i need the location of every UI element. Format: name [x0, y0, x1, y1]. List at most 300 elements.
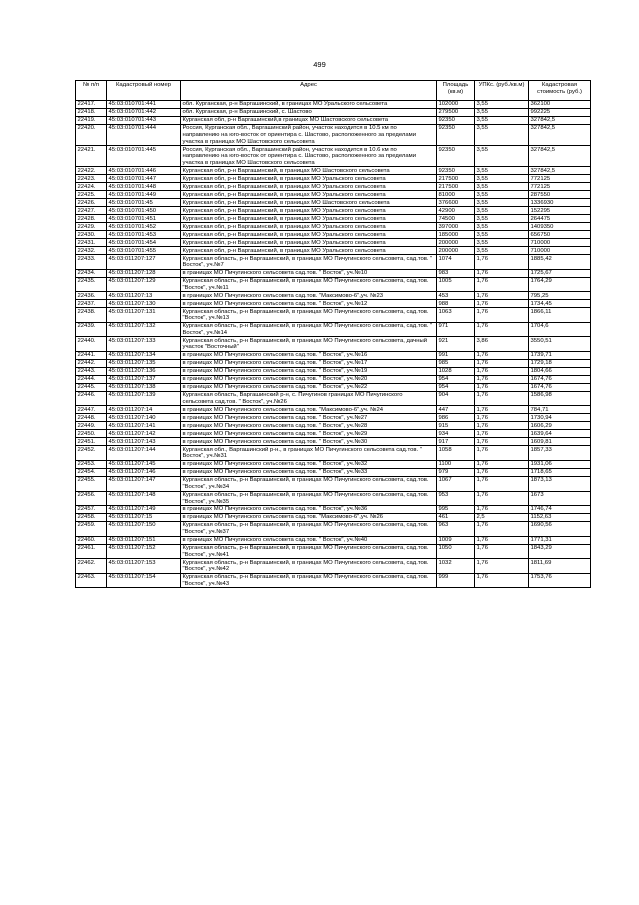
table-row — [76, 183, 591, 191]
cadastral-value-table — [75, 80, 591, 588]
upks: 1,76 — [475, 573, 529, 588]
address: Курганская область, р-н Варгашинский, в границах МО Пичугинского сельсовета, сад.тов. "Восток", уч.№34 — [181, 476, 437, 491]
row-number: 22439. — [76, 322, 107, 337]
cadastral-value: 3550,51 — [529, 337, 591, 352]
cadastral-number: 45:03:011207:151 — [107, 536, 181, 544]
area: 904 — [437, 391, 475, 406]
table-row — [76, 359, 591, 367]
upks: 3,55 — [475, 191, 529, 199]
row-number: 22452. — [76, 446, 107, 461]
cadastral-value: 1609,81 — [529, 438, 591, 446]
address: Курганская область, р-н Варгашинский, в границах МО Пичугинского сельсовета, сад.тов. "Восток", уч.№41 — [181, 544, 437, 559]
row-number: 22419. — [76, 116, 107, 124]
upks: 1,76 — [475, 460, 529, 468]
table-row — [76, 167, 591, 175]
cadastral-value: 1931,06 — [529, 460, 591, 468]
address: в границах МО Пичугинского сельсовета сад.тов. "Максимово-6",уч. №24 — [181, 406, 437, 414]
cadastral-number: 45:03:010701:445 — [107, 146, 181, 167]
table-row — [76, 522, 591, 537]
address: в границах МО Пичугинского сельсовета сад.тов. " Восток", уч.№28 — [181, 422, 437, 430]
cadastral-number: 45:03:011207:135 — [107, 359, 181, 367]
row-number: 22441. — [76, 351, 107, 359]
table-row — [76, 231, 591, 239]
area: 979 — [437, 468, 475, 476]
address: Курганская область, р-н Варгашинский, в границах МО Пичугинского сельсовета, сад.тов. "Восток", уч.№13 — [181, 308, 437, 323]
cadastral-value: 1409350 — [529, 223, 591, 231]
cadastral-value: 1866,11 — [529, 308, 591, 323]
upks: 1,76 — [475, 269, 529, 277]
row-number: 22445. — [76, 383, 107, 391]
upks: 3,55 — [475, 116, 529, 124]
cadastral-number: 45:03:010701:447 — [107, 175, 181, 183]
table-row — [76, 536, 591, 544]
upks: 1,76 — [475, 446, 529, 461]
row-number: 22425. — [76, 191, 107, 199]
upks: 3,55 — [475, 239, 529, 247]
area: 92350 — [437, 116, 475, 124]
cadastral-number: 45:03:010701:45 — [107, 199, 181, 207]
address: Курганская обл, р-н Варгашинский, в границах МО Уральского сельсовета — [181, 247, 437, 255]
row-number: 22437. — [76, 300, 107, 308]
row-number: 22457. — [76, 506, 107, 514]
table-row — [76, 406, 591, 414]
header-num: № п/п — [76, 81, 107, 101]
address: в границах МО Пичугинского сельсовета сад.тов. " Восток", уч.№33 — [181, 468, 437, 476]
upks: 1,76 — [475, 476, 529, 491]
cadastral-number: 45:03:010701:441 — [107, 101, 181, 109]
row-number: 22432. — [76, 247, 107, 255]
area: 953 — [437, 491, 475, 506]
area: 42900 — [437, 207, 475, 215]
address: в границах МО Пичугинского сельсовета сад.тов. "Максимово-6",уч. №23 — [181, 292, 437, 300]
area: 279500 — [437, 108, 475, 116]
page-number: 499 — [313, 60, 326, 69]
area: 397000 — [437, 223, 475, 231]
cadastral-value: 1804,66 — [529, 367, 591, 375]
address: Курганская обл, р-н Варгашинский, в границах МО Шастовского сельсовета — [181, 167, 437, 175]
cadastral-value: 1336930 — [529, 199, 591, 207]
cadastral-number: 45:03:011207:128 — [107, 269, 181, 277]
address: в границах МО Пичугинского сельсовета сад.тов. " Восток", уч.№27 — [181, 414, 437, 422]
address: Курганская область, р-н Варгашинский, в границах МО Пичугинского сельсовета, сад.тов. "Восток", уч.№11 — [181, 277, 437, 292]
upks: 2,5 — [475, 514, 529, 522]
row-number: 22440. — [76, 337, 107, 352]
area: 988 — [437, 300, 475, 308]
cadastral-number: 45:03:011207:15 — [107, 514, 181, 522]
cadastral-number: 45:03:011207:13 — [107, 292, 181, 300]
area: 971 — [437, 322, 475, 337]
header-upks: УПКс. (руб./кв.м) — [475, 81, 529, 101]
upks: 3,55 — [475, 175, 529, 183]
table-row — [76, 199, 591, 207]
address: Курганская область, р-н Варгашинский, в границах МО Пичугинского сельсовета, сад.тов. " Восток", уч.№7 — [181, 255, 437, 270]
upks: 1,76 — [475, 491, 529, 506]
cadastral-number: 45:03:011207:133 — [107, 337, 181, 352]
row-number: 22461. — [76, 544, 107, 559]
table-row — [76, 191, 591, 199]
table-row — [76, 414, 591, 422]
table-row — [76, 300, 591, 308]
upks: 3,55 — [475, 101, 529, 109]
upks: 3,55 — [475, 124, 529, 145]
cadastral-value: 327842,5 — [529, 167, 591, 175]
cadastral-number: 45:03:011207:131 — [107, 308, 181, 323]
address: обл. Курганская, р-н Варгашинский, в границах МО Уральского сельсовета — [181, 101, 437, 109]
address: Курганская обл, р-н Варгашинский, в границах МО Уральского сельсовета — [181, 223, 437, 231]
address: в границах МО Пичугинского сельсовета сад.тов. " Восток", уч.№10 — [181, 269, 437, 277]
row-number: 22455. — [76, 476, 107, 491]
table-row — [76, 367, 591, 375]
row-number: 22424. — [76, 183, 107, 191]
table-row — [76, 215, 591, 223]
table-row — [76, 351, 591, 359]
cadastral-number: 45:03:011207:138 — [107, 383, 181, 391]
cadastral-number: 45:03:011207:137 — [107, 375, 181, 383]
address: в границах МО Пичугинского сельсовета сад.тов. " Восток", уч.№16 — [181, 351, 437, 359]
table-row — [76, 124, 591, 145]
cadastral-value: 1718,65 — [529, 468, 591, 476]
area: 217500 — [437, 175, 475, 183]
area: 185000 — [437, 231, 475, 239]
cadastral-value: 1690,56 — [529, 522, 591, 537]
row-number: 22454. — [76, 468, 107, 476]
row-number: 22436. — [76, 292, 107, 300]
table-row — [76, 446, 591, 461]
cadastral-number: 45:03:011207:134 — [107, 351, 181, 359]
cadastral-value: 1639,64 — [529, 430, 591, 438]
row-number: 22423. — [76, 175, 107, 183]
row-number: 22430. — [76, 231, 107, 239]
table-row — [76, 101, 591, 109]
upks: 1,76 — [475, 468, 529, 476]
area: 991 — [437, 351, 475, 359]
cadastral-number: 45:03:011207:143 — [107, 438, 181, 446]
table-row — [76, 375, 591, 383]
area: 200000 — [437, 247, 475, 255]
table-row — [76, 506, 591, 514]
area: 1050 — [437, 544, 475, 559]
table-body — [76, 101, 591, 588]
table-row — [76, 108, 591, 116]
cadastral-value: 1704,6 — [529, 322, 591, 337]
upks: 1,76 — [475, 406, 529, 414]
cadastral-value: 772125 — [529, 183, 591, 191]
upks: 1,76 — [475, 367, 529, 375]
area: 1100 — [437, 460, 475, 468]
row-number: 22431. — [76, 239, 107, 247]
address: Россия, Курганская обл., Варгашинский район, участок находится в 10.6 км по направлению на юго-восток от ориентира с. Шастово, расположенного за пределами участка в границах МО Шастовского сельсовета — [181, 146, 437, 167]
area: 995 — [437, 506, 475, 514]
address: в границах МО Пичугинского сельсовета сад.тов. " Восток", уч.№32 — [181, 460, 437, 468]
upks: 3,55 — [475, 231, 529, 239]
address: Курганская область, р-н Варгашинский, в границах МО Пичугинского сельсовета, сад.тов. "Восток", уч.№37 — [181, 522, 437, 537]
row-number: 22453. — [76, 460, 107, 468]
header-cadastral-number: Кадастровый номер — [107, 81, 181, 101]
area: 461 — [437, 514, 475, 522]
area: 74500 — [437, 215, 475, 223]
area: 447 — [437, 406, 475, 414]
address: Курганская обл, р-н Варгашинский, в границах МО Уральского сельсовета — [181, 175, 437, 183]
upks: 3,55 — [475, 247, 529, 255]
cadastral-value: 992225 — [529, 108, 591, 116]
upks: 1,76 — [475, 414, 529, 422]
upks: 3,86 — [475, 337, 529, 352]
cadastral-value: 1586,98 — [529, 391, 591, 406]
cadastral-value: 784,71 — [529, 406, 591, 414]
cadastral-value: 1739,71 — [529, 351, 591, 359]
address: в границах МО Пичугинского сельсовета сад.тов. " Восток", уч.№22 — [181, 383, 437, 391]
row-number: 22428. — [76, 215, 107, 223]
row-number: 22433. — [76, 255, 107, 270]
upks: 3,55 — [475, 199, 529, 207]
cadastral-number: 45:03:011207:132 — [107, 322, 181, 337]
area: 1005 — [437, 277, 475, 292]
table-row — [76, 175, 591, 183]
upks: 1,76 — [475, 544, 529, 559]
area: 1009 — [437, 536, 475, 544]
area: 963 — [437, 522, 475, 537]
address: Курганская обл., Варгашинский р-н., в границах МО Пичугинского сельсовета сад.тов. " Восток", уч.№31 — [181, 446, 437, 461]
row-number: 22438. — [76, 308, 107, 323]
row-number: 22444. — [76, 375, 107, 383]
cadastral-value: 1725,67 — [529, 269, 591, 277]
address: в границах МО Пичугинского сельсовета сад.тов. " Восток", уч.№30 — [181, 438, 437, 446]
area: 983 — [437, 269, 475, 277]
area: 81000 — [437, 191, 475, 199]
cadastral-number: 45:03:010701:448 — [107, 183, 181, 191]
cadastral-value: 1673 — [529, 491, 591, 506]
address: в границах МО Пичугинского сельсовета сад.тов. " Восток", уч.№29 — [181, 430, 437, 438]
cadastral-number: 45:03:011207:130 — [107, 300, 181, 308]
address: в границах МО Пичугинского сельсовета сад.тов. " Восток", уч.№40 — [181, 536, 437, 544]
address: Курганская область, р-н Варгашинский, в границах МО Пичугинского сельсовета, сад.тов. " Восток", уч.№14 — [181, 322, 437, 337]
address: Курганская область, р-н Варгашинский, в границах МО Пичугинского сельсовета, сад.тов. "Восток", уч.№43 — [181, 573, 437, 588]
cadastral-number: 45:03:011207:127 — [107, 255, 181, 270]
address: Курганская область, р-н Варгашинский, в границах МО Пичугинского сельсовета, дачный участок "Восточный" — [181, 337, 437, 352]
cadastral-value: 1734,45 — [529, 300, 591, 308]
table-row — [76, 116, 591, 124]
cadastral-value: 1843,29 — [529, 544, 591, 559]
cadastral-number: 45:03:011207:154 — [107, 573, 181, 588]
cadastral-value: 1606,29 — [529, 422, 591, 430]
row-number: 22463. — [76, 573, 107, 588]
cadastral-number: 45:03:011207:150 — [107, 522, 181, 537]
address: Курганская область, Варгашинский р-н, с. Пичугинов границах МО Пичугинского сельсовета сад.тов. " Восток", уч.№26 — [181, 391, 437, 406]
address: в границах МО Пичугинского сельсовета сад.тов. " Восток", уч.№12 — [181, 300, 437, 308]
cadastral-number: 45:03:010701:442 — [107, 108, 181, 116]
table-row — [76, 391, 591, 406]
row-number: 22434. — [76, 269, 107, 277]
cadastral-value: 1674,76 — [529, 383, 591, 391]
area: 999 — [437, 573, 475, 588]
upks: 1,76 — [475, 506, 529, 514]
cadastral-value: 327842,5 — [529, 116, 591, 124]
table-row — [76, 255, 591, 270]
table-row — [76, 269, 591, 277]
area: 92350 — [437, 146, 475, 167]
table-row — [76, 308, 591, 323]
cadastral-value: 656750 — [529, 231, 591, 239]
area: 985 — [437, 359, 475, 367]
address: Курганская обл, р-н Варгашинский, в границах МО Шастовского сельсовета — [181, 199, 437, 207]
cadastral-value: 772125 — [529, 175, 591, 183]
cadastral-value: 1885,42 — [529, 255, 591, 270]
table-row — [76, 322, 591, 337]
upks: 1,76 — [475, 300, 529, 308]
cadastral-value: 1674,76 — [529, 375, 591, 383]
address: Курганская обл, р-н Варгашинский, в границах МО Уральского сельсовета — [181, 231, 437, 239]
address: обл. Курганская, р-н Варгашинский, с. Шастово — [181, 108, 437, 116]
row-number: 22417. — [76, 101, 107, 109]
address: Курганская обл, р-н Варгашинский, в границах МО Уральского сельсовета — [181, 191, 437, 199]
cadastral-value: 327842,5 — [529, 146, 591, 167]
address: Курганская обл, р-н Варгашинский, в границах МО Уральского сельсовета — [181, 207, 437, 215]
cadastral-number: 45:03:011207:129 — [107, 277, 181, 292]
area: 1074 — [437, 255, 475, 270]
address: в границах МО Пичугинского сельсовета сад.тов. "Максимово-6",уч. №26 — [181, 514, 437, 522]
row-number: 22449. — [76, 422, 107, 430]
cadastral-number: 45:03:011207:144 — [107, 446, 181, 461]
cadastral-number: 45:03:011207:148 — [107, 491, 181, 506]
upks: 1,76 — [475, 383, 529, 391]
cadastral-value: 152295 — [529, 207, 591, 215]
address: Курганская обл, р-н Варгашинский, в границах МО Уральского сельсовета — [181, 183, 437, 191]
cadastral-value: 1746,74 — [529, 506, 591, 514]
cadastral-value: 1873,13 — [529, 476, 591, 491]
row-number: 22421. — [76, 146, 107, 167]
address: Курганская обл, р-н Варгашинский, в границах МО Уральского сельсовета — [181, 215, 437, 223]
cadastral-number: 45:03:010701:450 — [107, 207, 181, 215]
cadastral-number: 45:03:011207:153 — [107, 559, 181, 574]
upks: 3,55 — [475, 108, 529, 116]
row-number: 22458. — [76, 514, 107, 522]
cadastral-number: 45:03:010701:451 — [107, 215, 181, 223]
cadastral-value: 1764,29 — [529, 277, 591, 292]
table-row — [76, 573, 591, 588]
cadastral-value: 1857,33 — [529, 446, 591, 461]
upks: 1,76 — [475, 536, 529, 544]
address: Курганская обл, р-н Варгашинский,в границах МО Шастовского сельсовета — [181, 116, 437, 124]
area: 954 — [437, 383, 475, 391]
area: 917 — [437, 438, 475, 446]
address: в границах МО Пичугинского сельсовета сад.тов. " Восток", уч.№19 — [181, 367, 437, 375]
cadastral-value: 1753,76 — [529, 573, 591, 588]
table-row — [76, 223, 591, 231]
upks: 3,55 — [475, 167, 529, 175]
cadastral-number: 45:03:011207:136 — [107, 367, 181, 375]
row-number: 22435. — [76, 277, 107, 292]
upks: 3,55 — [475, 146, 529, 167]
upks: 3,55 — [475, 183, 529, 191]
table-row — [76, 383, 591, 391]
row-number: 22422. — [76, 167, 107, 175]
address: в границах МО Пичугинского сельсовета сад.тов. " Восток", уч.№36 — [181, 506, 437, 514]
address: Россия, Курганская обл., Варгашинский район, участок находится в 10.5 км по направлению на юго-восток от ориентира с. Шастово, расположенного за пределами участка в границах МО Шастовского сельсовета — [181, 124, 437, 145]
area: 986 — [437, 414, 475, 422]
area: 1032 — [437, 559, 475, 574]
row-number: 22451. — [76, 438, 107, 446]
row-number: 22429. — [76, 223, 107, 231]
area: 1028 — [437, 367, 475, 375]
row-number: 22456. — [76, 491, 107, 506]
area: 217500 — [437, 183, 475, 191]
cadastral-number: 45:03:010701:443 — [107, 116, 181, 124]
upks: 1,76 — [475, 292, 529, 300]
upks: 1,76 — [475, 308, 529, 323]
upks: 1,76 — [475, 255, 529, 270]
cadastral-number: 45:03:010701:446 — [107, 167, 181, 175]
area: 1063 — [437, 308, 475, 323]
area: 1058 — [437, 446, 475, 461]
cadastral-value: 1730,94 — [529, 414, 591, 422]
area: 921 — [437, 337, 475, 352]
table-row — [76, 247, 591, 255]
table-row — [76, 491, 591, 506]
upks: 1,76 — [475, 422, 529, 430]
row-number: 22426. — [76, 199, 107, 207]
cadastral-value: 710000 — [529, 247, 591, 255]
cadastral-number: 45:03:011207:147 — [107, 476, 181, 491]
header-area: Площадь (кв.м) — [437, 81, 475, 101]
address: Курганская область, р-н Варгашинский, в границах МО Пичугинского сельсовета, сад.тов. "Восток", уч.№35 — [181, 491, 437, 506]
area: 954 — [437, 375, 475, 383]
cadastral-number: 45:03:011207:14 — [107, 406, 181, 414]
upks: 1,76 — [475, 351, 529, 359]
table-row — [76, 292, 591, 300]
cadastral-number: 45:03:011207:145 — [107, 460, 181, 468]
cadastral-value: 710000 — [529, 239, 591, 247]
cadastral-number: 45:03:010701:454 — [107, 239, 181, 247]
row-number: 22420. — [76, 124, 107, 145]
upks: 3,55 — [475, 215, 529, 223]
area: 376600 — [437, 199, 475, 207]
cadastral-number: 45:03:010701:453 — [107, 231, 181, 239]
cadastral-value: 1811,69 — [529, 559, 591, 574]
cadastral-number: 45:03:011207:149 — [107, 506, 181, 514]
header-address: Адрес — [181, 81, 437, 101]
upks: 1,76 — [475, 430, 529, 438]
row-number: 22446. — [76, 391, 107, 406]
table-header-row — [76, 81, 591, 101]
table-row — [76, 559, 591, 574]
table-row — [76, 430, 591, 438]
table-row — [76, 476, 591, 491]
cadastral-value: 1771,31 — [529, 536, 591, 544]
cadastral-number: 45:03:011207:152 — [107, 544, 181, 559]
cadastral-number: 45:03:010701:444 — [107, 124, 181, 145]
row-number: 22442. — [76, 359, 107, 367]
row-number: 22459. — [76, 522, 107, 537]
row-number: 22418. — [76, 108, 107, 116]
table-row — [76, 207, 591, 215]
cadastral-number: 45:03:011207:139 — [107, 391, 181, 406]
cadastral-value: 1152,63 — [529, 514, 591, 522]
upks: 1,76 — [475, 375, 529, 383]
upks: 1,76 — [475, 559, 529, 574]
table-row — [76, 438, 591, 446]
row-number: 22427. — [76, 207, 107, 215]
area: 102000 — [437, 101, 475, 109]
area: 92350 — [437, 124, 475, 145]
table-row — [76, 468, 591, 476]
address: в границах МО Пичугинского сельсовета сад.тов. " Восток", уч.№20 — [181, 375, 437, 383]
table-row — [76, 544, 591, 559]
row-number: 22450. — [76, 430, 107, 438]
cadastral-value: 362100 — [529, 101, 591, 109]
cadastral-value: 795,25 — [529, 292, 591, 300]
upks: 1,76 — [475, 522, 529, 537]
area: 453 — [437, 292, 475, 300]
